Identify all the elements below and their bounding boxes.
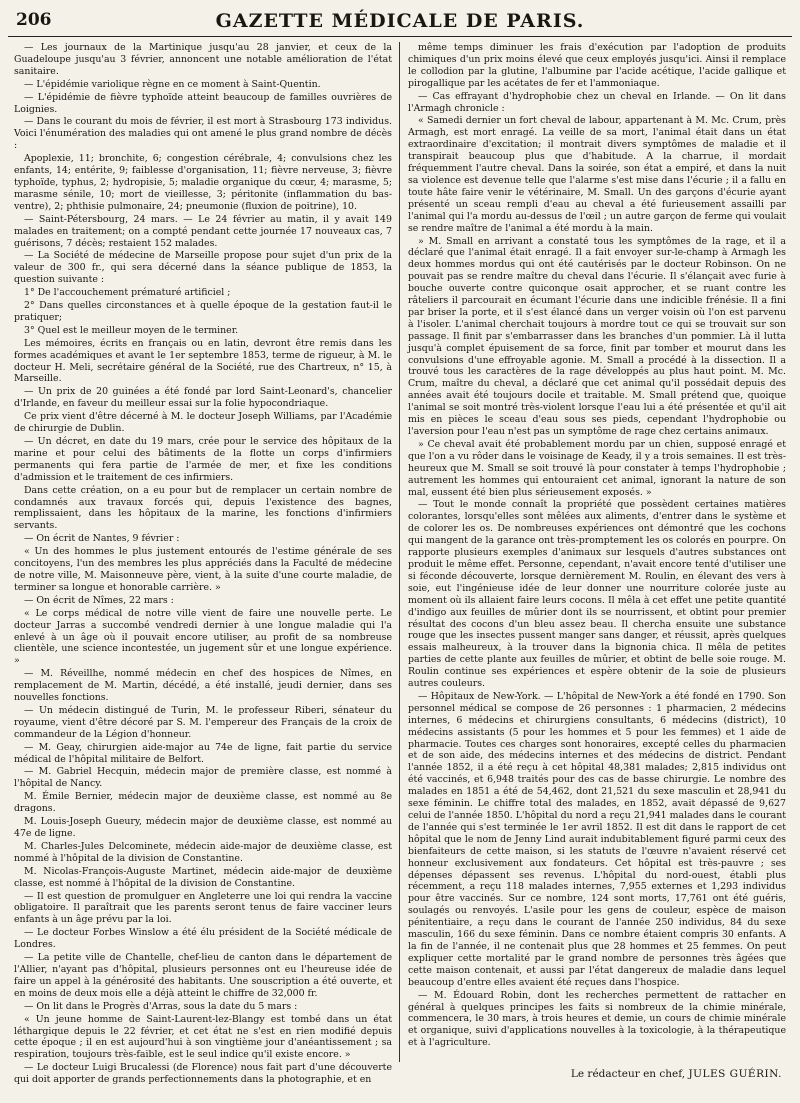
article-paragraph: « Un jeune homme de Saint-Laurent-lez-Blangy est tombé dans un état léthargique depuis le 22 février, et cet état ne s'est en rien modifié depuis cette époque ; il en est aujourd'hui à son vingtième jour d'anéantissement ; sa respiration, toujours très-faible, est le seul indice qu'il existe encore. »	[14, 1013, 392, 1061]
article-paragraph: — Un prix de 20 guinées a été fondé par lord Saint-Leonard's, chancelier d'Irlande, en faveur du meilleur essai sur la folie hypocondriaque.	[14, 386, 392, 410]
right-column	[408, 42, 786, 1072]
article-paragraph: Apoplexie, 11; bronchite, 6; congestion cérébrale, 4; convulsions chez les enfants, 14; entérite, 9; faiblesse d'organisation, 11; fièvre nerveuse, 3; fièvre typhoïde, typhus, 2; hydropisie, 5; maladie organique du cœur, 4; marasme, 5; marasme sénile, 10; mort de vieillesse, 3; péritonite (inflammation du bas-ventre), 2; phthisie pulmonaire, 24; pneumonie (fluxion de poitrine), 10.	[14, 153, 392, 212]
article-paragraph: — M. Geay, chirurgien aide-major au 74e de ligne, fait partie du service médical de l'hôpital militaire de Belfort.	[14, 741, 392, 765]
article-paragraph: — La petite ville de Chantelle, chef-lieu de canton dans le département de l'Allier, n'ayant pas d'hôpital, plusieurs personnes ont eu l'heureuse idée de faire un appel à la générosité des habitants. Une souscription a été ouverte, et en moins de deux mois elle a déjà atteint le chiffre de 32,000 fr.	[14, 952, 392, 999]
article-paragraph: Les mémoires, écrits en français ou en latin, devront être remis dans les formes académiques et avant le 1er septembre 1853, terme de rigueur, à M. le docteur H. Meli, secrétaire général de la Société, rue des Chartreux, n° 15, à Marseille.	[14, 337, 392, 385]
signature-name: JULES GUÉRIN.	[688, 1068, 782, 1080]
article-paragraph: — Un médecin distingué de Turin, M. le professeur Riberi, sénateur du royaume, vient d'être décoré par S. M. l'empereur des Français de la croix de commandeur de la Légion d'honneur.	[14, 704, 392, 740]
article-paragraph: 3° Quel est le meilleur moyen de le terminer.	[24, 324, 239, 336]
article-paragraph: M. Charles-Jules Delcominete, médecin aide-major de deuxième classe, est nommé à l'hôpital de la division de Constantine.	[14, 840, 392, 864]
article-paragraph: — On écrit de Nantes, 9 février :	[24, 533, 180, 545]
page-header	[8, 6, 792, 37]
article-paragraph: — M. Édouard Robin, dont les recherches permettent de rattacher en général à quelques principes les faits si nombreux de la chimie minérale, commencera, le 30 mars, à trois heures et demie, un cours de chimie minérale et organique, suivi d'applications nouvelles à la toxicologie, à la thérapeutique et à l'agriculture.	[408, 989, 786, 1049]
article-paragraph: — On écrit de Nîmes, 22 mars :	[24, 594, 174, 606]
article-paragraph: — Un décret, en date du 19 mars, crée pour le service des hôpitaux de la marine et pour celui des bâtiments de la flotte un corps d'infirmiers permanents qui fera partie de l'armée de mer, et fixe les conditions d'admission et le traitement de ces infirmiers.	[14, 436, 392, 483]
article-paragraph: 2° Dans quelles circonstances et à quelle époque de la gestation faut-il le pratiquer;	[14, 300, 392, 323]
article-paragraph: — Cas effrayant d'hydrophobie chez un cheval en Irlande. — On lit dans l'Armagh chronicle :	[408, 90, 786, 114]
article-paragraph: « Le corps médical de notre ville vient de faire une nouvelle perte. Le docteur Jarras a succombé vendredi dernier à une longue maladie qui l'a enlevé à un âge où il pouvait encore utiliser, au profit de sa nombreuse clientèle, une science incontestée, un jugement sûr et une longue expérience. »	[14, 607, 392, 667]
left-column	[14, 42, 392, 1086]
column-divider	[399, 42, 400, 1062]
article-paragraph: Dans cette création, on a eu pour but de remplacer un certain nombre de condamnés aux travaux forcés qui, depuis l'existence des bagnes, remplissaient, dans les hôpitaux de la marine, les fonctions d'infirmiers servants.	[14, 484, 392, 532]
article-paragraph: — Dans le courant du mois de février, il est mort à Strasbourg 173 individus. Voici l'énumération des maladies qui ont amené le plus grand nombre de décès :	[14, 116, 392, 152]
article-paragraph: » Ce cheval avait été probablement mordu par un chien, supposé enragé et que l'on a vu rôder dans le voisinage de Keady, il y a trois semaines. Il est très-heureux que M. Small se soit trouvé là pour constater à temps l'hydrophobie ; autrement les hommes qui entouraient cet animal, ignorant la nature de son mal, eussent été bien plus sérieusement exposés. »	[408, 438, 786, 498]
article-paragraph: M. Émile Bernier, médecin major de deuxième classe, est nommé au 8e dragons.	[14, 791, 392, 815]
article-paragraph: — Il est question de promulguer en Angleterre une loi qui rendra la vaccine obligatoire. Il paraîtrait que les parents seront tenus de faire vacciner leurs enfants à un âge prévu par la loi.	[14, 890, 392, 926]
article-paragraph: — M. Gabriel Hecquin, médecin major de première classe, est nommé à l'hôpital de Nancy.	[14, 766, 392, 790]
article-paragraph: « Un des hommes le plus justement entourés de l'estime générale de ses concitoyens, l'un des membres les plus appréciés dans la Faculté de médecine de notre ville, M. Maisonneuve père, vient, à la suite d'une courte maladie, de terminer sa longue et honorable carrière. »	[14, 546, 392, 593]
article-paragraph: — Hôpitaux de New-York. — L'hôpital de New-York a été fondé en 1790. Son personnel médical se compose de 26 personnes : 1 pharmacien, 2 médecins internes, 6 médecins et chirurgiens consultants, 6 médecins (district), 10 médecins assistants (5 pour les hommes et 5 pour les femmes) et 1 aide de pharmacie. Toutes ces charges sont honoraires, excepté celles du pharmacien et de son aide, des médecins internes et des médecins de district. Pendant l'année 1852, il a été reçu à cet hôpital 48,381 malades; 2,815 individus ont été vaccinés, et 6,948 traités pour des cas de basse chirurgie. Le nombre des malades en 1851 a été de 54,462, dont 21,521 du sexe masculin et 28,941 du sexe féminin. Le chiffre total des malades, en 1852, avait dépassé de 9,627 celui de l'année 1850. L'hôpital du nord a reçu 21,941 malades dans le courant de l'année qui s'est terminée le 1er avril 1852. Il est dit dans le rapport de cet hôpital que le nom de Jenny Lind aurait indubitablement figuré parmi ceux des bienfaiteurs de cette maison, si les statuts de l'œuvre n'avaient réservé cet honneur exclusivement aux fondateurs. Cet hôpital est très-pauvre ; ses dépenses dépassent ses revenus. L'hôpital du nord-ouest, établi plus récemment, a reçu 118 malades internes, 7,955 externes et 1,293 individus pour être vaccinés. Sur ce nombre, 124 sont morts, 17,761 ont été guéris, soulagés ou renvoyés. L'asile pour les gens de couleur, espèce de maison pénitentiaire, a reçu dans le courant de l'année 250 individus, 84 du sexe masculin, 166 du sexe féminin. Dans ce nombre étaient compris 30 enfants. A la fin de l'année, il ne contenait plus que 28 hommes et 25 femmes. On peut expliquer cette mortalité par le grand nombre de personnes très âgées que cette maison contenait, et aussi par l'état dangereux de maladie dans lequel beaucoup d'entre elles avaient été reçues dans l'hospice.	[408, 690, 786, 988]
editor-signature	[571, 1068, 782, 1080]
article-paragraph: » M. Small en arrivant a constaté tous les symptômes de la rage, et il a déclaré que l'animal était enragé. Il a fait envoyer sur-le-champ à Armagh les deux hommes mordus qui ont été cautérisés par le docteur Robinson. On ne pouvait pas se rendre maître du cheval dans l'écurie. Il s'élançait avec furie à bouche ouverte contre quiconque osait approcher, et se ruant contre les râteliers il parcourait en écumant l'écurie dans une indicible frénésie. Il a fini par briser la porte, et il s'est élancé dans un verger voisin où l'on est parvenu à l'isoler. L'animal cherchait toujours à mordre tout ce qui se trouvait sur son passage. Il finit par s'embarrasser dans les branches d'un pommier. Là il lutta jusqu'à complet épuisement de sa force, finit par tomber et mourut dans les convulsions d'une effroyable agonie. M. Small a procédé à la dissection. Il a trouvé tous les caractères de la rage développés au plus haut point. M. Mc. Crum, maître du cheval, a déclaré que cet animal qu'il possédait depuis des années avait été toujours docile et traitable. M. Small prétend que, quoique l'animal se soit montré très-violent lorsque l'eau lui a été présentée et qu'il ait mis en pièces le sceau d'eau sous ses pieds, cependant l'hydrophobie ou l'aversion pour l'eau n'est pas un symptôme de rage chez certains animaux.	[408, 235, 786, 437]
article-paragraph: — La Société de médecine de Marseille propose pour sujet d'un prix de la valeur de 300 fr., qui sera décerné dans la séance publique de 1853, la question suivante :	[14, 250, 392, 286]
article-paragraph: M. Nicolas-François-Auguste Martinet, médecin aide-major de deuxième classe, est nommé à l'hôpital de la division de Constantine.	[14, 865, 392, 889]
article-paragraph: 1° De l'accouchement prématuré artificiel ;	[24, 287, 231, 299]
article-paragraph: — Le docteur Luigi Brucalessi (de Florence) nous fait part d'une découverte qui doit apporter de grands perfectionnements dans la photographie, et en	[14, 1062, 392, 1086]
article-paragraph: — Saint-Pétersbourg, 24 mars. — Le 24 février au matin, il y avait 149 malades en traitement; on a compté pendant cette journée 17 nouveaux cas, 7 guérisons, 7 décès; restaient 152 malades.	[14, 213, 392, 249]
article-paragraph: — On lit dans le Progrès d'Arras, sous la date du 5 mars :	[24, 1000, 298, 1012]
journal-title: GAZETTE MÉDICALE DE PARIS.	[215, 10, 585, 32]
article-paragraph: M. Louis-Joseph Gueury, médecin major de deuxième classe, est nommé au 47e de ligne.	[14, 816, 392, 839]
article-paragraph: Ce prix vient d'être décerné à M. le docteur Joseph Williams, par l'Académie de chirurgie de Dublin.	[14, 411, 392, 435]
page-number: 206	[16, 10, 52, 30]
signature-prefix: Le rédacteur en chef,	[570, 1068, 686, 1080]
article-paragraph: « Samedi dernier un fort cheval de labour, appartenant à M. Mc. Crum, près Armagh, est mort enragé. La veille de sa mort, l'animal était dans un état extraordinaire d'excitation; il montrait divers symptômes de maladie et il transpirait beaucoup plus que d'habitude. A la charrue, il mordait fréquemment l'autre cheval. Dans la soirée, son état a empiré, et dans la nuit sa violence est devenue telle que l'alarme s'est mise dans l'écurie ; il a fallu en toute hâte faire venir le vétérinaire, M. Small. Un des garçons d'écurie ayant présenté un sceau rempli d'eau au cheval a été furieusement assailli par l'animal qui l'a mordu au-dessus de l'œil ; un autre garçon de ferme qui voulait se rendre maître de l'animal a été mordu à la main.	[408, 115, 786, 234]
article-paragraph: — Le docteur Forbes Winslow a été élu président de la Société médicale de Londres.	[14, 927, 392, 951]
article-paragraph: — Les journaux de la Martinique jusqu'au 28 janvier, et ceux de la Guadeloupe jusqu'au 3 février, annoncent une notable amélioration de l'état sanitaire.	[14, 42, 392, 77]
article-paragraph: — Tout le monde connaît la propriété que possèdent certaines matières colorantes, lorsqu'elles sont mêlées aux aliments, d'entrer dans le système et de colorer les os. De nombreuses expériences ont démontré que les cochons qui mangent de la garance ont très-promptement les os colorés en pourpre. On rapporte plusieurs exemples d'animaux sur lesquels d'autres substances ont produit le même effet. Personne, cependant, n'avait encore tenté d'utiliser une si féconde découverte, lorsque dernièrement M. Roulin, en élevant des vers à soie, eut l'ingénieuse idée de leur donner une nourriture colorée juste au moment où ils allaient faire leurs cocons. Il mêla à cet effet une petite quantité d'indigo aux feuilles de mûrier dont ils se nourrissent, et obtint pour premier résultat des cocons d'un bleu assez beau. Il chercha ensuite une substance rouge que les insectes pussent manger sans danger, et réussit, après quelques essais malheureux, à la trouver dans la bignonia chica. Il mêla de petites parties de cette plante aux feuilles de mûrier, et obtint de belle soie rouge. M. Roulin continue ses expériences et espère obtenir de la soie de plusieurs autres couleurs.	[408, 499, 786, 690]
article-paragraph: — L'épidémie de fièvre typhoïde atteint beaucoup de familles ouvrières de Loignies.	[14, 91, 392, 115]
article-paragraph: — M. Réveillhe, nommé médecin en chef des hospices de Nîmes, en remplacement de M. Martin, décédé, a été installé, jeudi dernier, dans ses nouvelles fonctions.	[14, 668, 392, 704]
article-paragraph: même temps diminuer les frais d'exécution par l'adoption de produits chimiques d'un prix moins élevé que ceux employés jusqu'ici. Ainsi il remplace le collodion par la glutine, l'albumine par l'acide acétique, l'acide gallique et pirogallique par les acétates de fer et l'ammoniaque.	[408, 42, 786, 89]
article-paragraph: — L'épidémie variolique règne en ce moment à Saint-Quentin.	[24, 78, 321, 90]
